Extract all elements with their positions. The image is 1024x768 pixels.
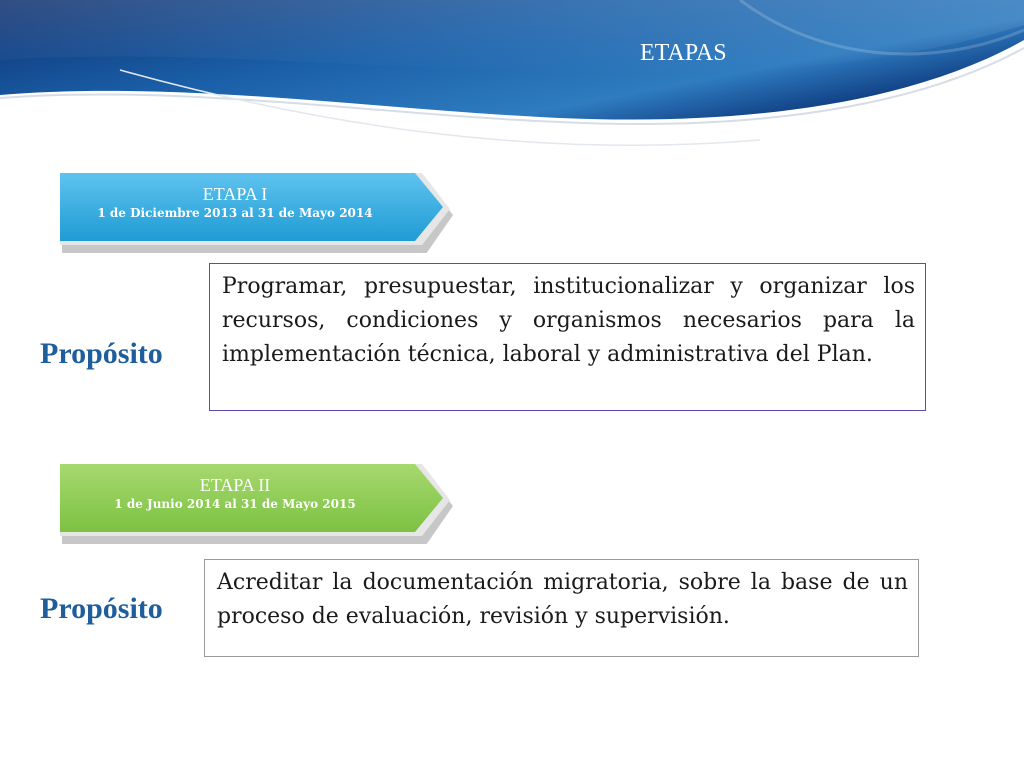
- stage-text-1: [70, 183, 400, 221]
- header-wave-decoration: [0, 0, 1024, 170]
- stage-banner-2: [60, 464, 455, 536]
- stage-dates-2: 1 de Junio 2014 al 31 de Mayo 2015: [114, 496, 356, 511]
- stage-name-1: ETAPA I: [202, 184, 268, 204]
- stage-text-2: [70, 474, 400, 512]
- stage-name-2: ETAPA II: [199, 475, 271, 495]
- stage-banner-1: [60, 173, 455, 245]
- purpose-box-2: Acreditar la documentación migratoria, sobre la base de un proceso de evaluación, revisión y supervisión.: [204, 559, 919, 657]
- stage-dates-1: 1 de Diciembre 2013 al 31 de Mayo 2014: [97, 205, 373, 220]
- purpose-label-2: Propósito: [40, 592, 163, 625]
- purpose-box-1: Programar, presupuestar, institucionalizar y organizar los recursos, condiciones y organismos necesarios para la implementación técnica, laboral y administrativa del Plan.: [209, 263, 926, 411]
- slide-title: ETAPAS: [640, 40, 727, 66]
- purpose-label-1: Propósito: [40, 337, 163, 370]
